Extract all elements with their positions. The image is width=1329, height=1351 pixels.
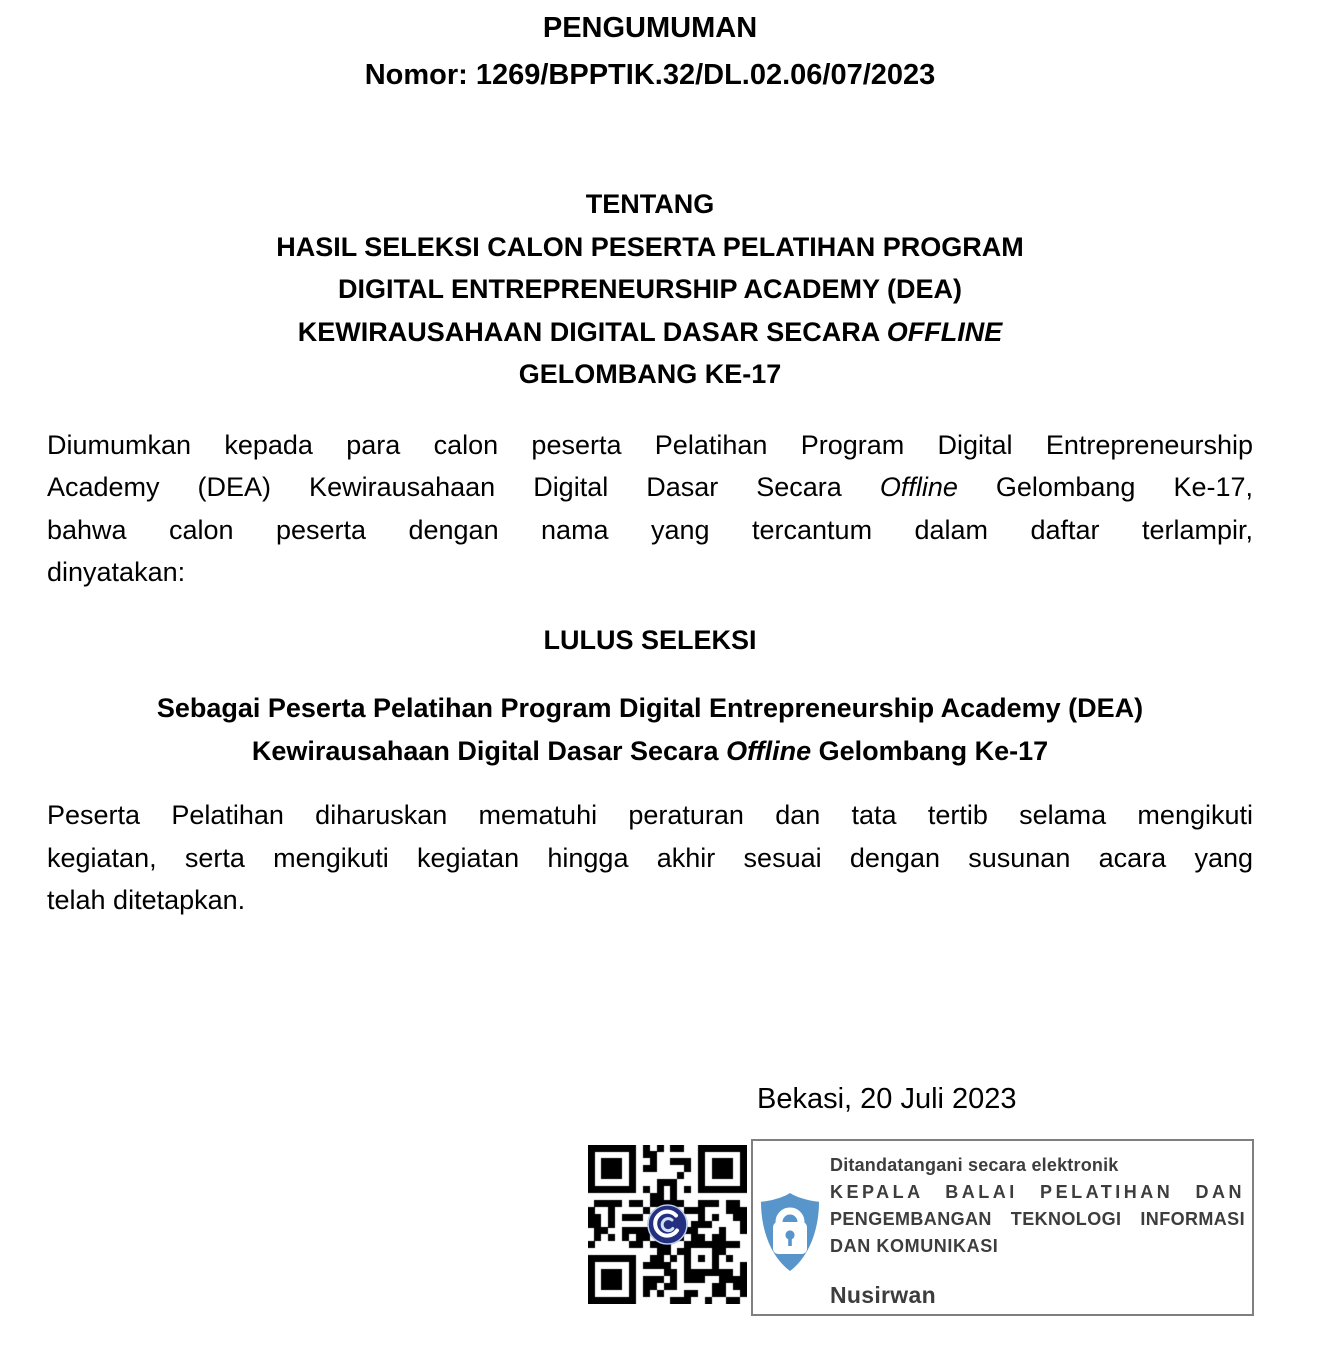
text-line: Peserta Pelatihan diharuskan mematuhi peraturan dan tata tertib selama mengikuti (47, 800, 1253, 830)
text-line: HASIL SELEKSI CALON PESERTA PELATIHAN PROGRAM (276, 231, 1024, 262)
qr-code (588, 1145, 747, 1304)
text-line: Academy (DEA) Kewirausahaan Digital Dasar Secara Offline Gelombang Ke-17, (47, 472, 1254, 502)
result-subtitle (47, 687, 1253, 772)
text-line: PENGEMBANGAN TEKNOLOGI INFORMASI (830, 1209, 1245, 1229)
result-heading: LULUS SELEKSI (543, 624, 757, 655)
kominfo-logo-icon (647, 1204, 688, 1245)
text-line: DAN KOMUNIKASI (830, 1236, 999, 1256)
text-line: telah ditetapkan. (47, 885, 246, 915)
closing-paragraph (47, 794, 1253, 922)
text-line: kegiatan, serta mengikuti kegiatan hingga akhir sesuai dengan susunan acara yang (47, 842, 1253, 873)
signature-text-block (830, 1152, 1245, 1309)
text-line: KEPALA BALAI PELATIHAN DAN (830, 1182, 1245, 1202)
signer-name: Nusirwan (830, 1282, 936, 1308)
electronic-signature-box (751, 1139, 1254, 1316)
opening-paragraph (47, 424, 1253, 594)
document-content (47, 0, 1253, 922)
text-line: KEWIRAUSAHAAN DIGITAL DASAR SECARA OFFLINE (297, 316, 1003, 347)
place-date: Bekasi, 20 Juli 2023 (757, 1083, 1017, 1115)
text-line: Diumumkan kepada para calon peserta Pelatihan Program Digital Entrepreneurship (47, 429, 1253, 460)
subject-label: TENTANG (585, 189, 715, 219)
text-line: GELOMBANG KE-17 (518, 359, 782, 389)
text-line: Kewirausahaan Digital Dasar Secara Offline Gelombang Ke-17 (251, 735, 1049, 766)
subject-heading (47, 183, 1253, 396)
subject-lines (47, 226, 1253, 396)
text-line: bahwa calon peserta dengan nama yang tercantum dalam daftar terlampir, (47, 514, 1253, 545)
text-line: dinyatakan: (47, 557, 186, 587)
text-line: DIGITAL ENTREPRENEURSHIP ACADEMY (DEA) (337, 274, 963, 304)
esign-label: Ditandatangani secara elektronik (830, 1155, 1119, 1175)
text-line: Sebagai Peserta Pelatihan Program Digital Entrepreneurship Academy (DEA) (156, 693, 1144, 723)
signer-title (830, 1179, 1245, 1260)
shield-lock-icon (759, 1192, 821, 1272)
document-header (47, 0, 1253, 99)
document-title: PENGUMUMAN (542, 12, 758, 44)
document-number: Nomor: 1269/BPPTIK.32/DL.02.06/07/2023 (364, 59, 936, 91)
